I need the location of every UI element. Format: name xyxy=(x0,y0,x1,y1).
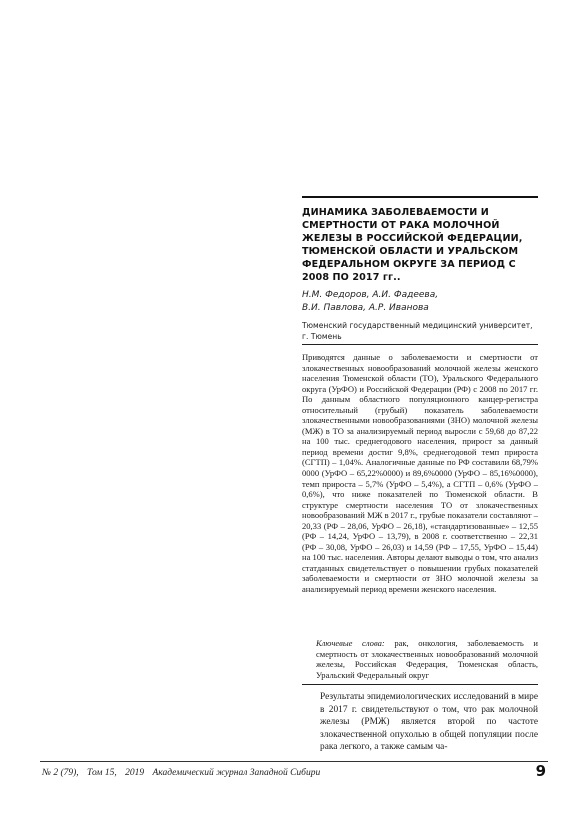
keywords xyxy=(302,638,538,680)
article-title: ДИНАМИКА ЗАБОЛЕВАЕМОСТИ И СМЕРТНОСТИ ОТ РАКА МОЛОЧНОЙ ЖЕЛЕЗЫ В РОССИЙСКОЙ ФЕДЕРАЦИИ, ТЮМЕНСКОЙ ОБЛАСТИ И УРАЛЬСКОМ ФЕДЕРАЛЬНОМ ОКРУГЕ ЗА ПЕРИОД С 2008 ПО 2017 гг.. xyxy=(302,207,523,283)
abstract-top-rule xyxy=(302,344,538,345)
title-top-rule xyxy=(302,196,538,198)
footer-journal: Академический журнал Западной Сибири xyxy=(152,768,321,778)
affiliation-line-1: Тюменский государственный медицинский университет, xyxy=(302,321,533,330)
page-number: 9 xyxy=(535,762,546,780)
footer-volume: Том 15, xyxy=(87,768,117,778)
body-text xyxy=(302,691,538,754)
footer-issue: № 2 (79), xyxy=(42,768,79,778)
affiliation-line-2: г. Тюмень xyxy=(302,332,342,341)
footer xyxy=(42,768,326,778)
abstract xyxy=(302,352,538,595)
affiliation xyxy=(302,320,538,342)
abstract-bottom-rule xyxy=(302,684,538,685)
abstract-text: Приводятся данные о заболеваемости и смертности от злокачественных новообразований молочной железы женского населения Тюменской области (ТО), Уральского Федерального округа (УрФО) и Российской Федерации (РФ) с 2008 по 2017 гг. По данным областного популяционного канцер-регистра относительный (грубый) показатель заболеваемости злокачественными новообразованиями (ЗНО) молочной железы (МЖ) в ТО за анализируемый период выросли с 59,68 до 87,22 на 100 тыс. среднегодового населения, прирост за данный период времени достиг 9,8%, среднегодовой темп прироста (СГТП) – 1,04%. Аналогичные данные по РФ составили 68,79% 0000 (УрФО – 65,22%0000) и 89,6%0000 (УрФО – 85,16%0000), темп прироста – 5,7% (УрФО – 5,4%), а СГТП – 0,6% (УрФО – 0,6%), что ниже показателей по Тюменской области. В структуре смертности населения ТО от злокачественных новообразований МЖ в 2017 г., грубые показатели составляют – 20,33 (РФ – 28,06, УрФО – 26,18), «стандартизованные» – 12,55 (РФ – 14,24, УрФО – 13,79), в 2008 г. соответственно – 22,31 (РФ – 30,08, УрФО – 26,03) и 14,59 (РФ – 17,55, УрФО – 15,44) на 100 тыс. населения. Авторы делают выводы о том, что анализ статданных свидетельствует о повышении грубых показателей заболеваемости и смертности от ЗНО молочной железы за анализируемый период времени женского населения. xyxy=(302,352,538,595)
authors-line-2: В.И. Павлова, А.Р. Иванова xyxy=(302,303,429,313)
keywords-text: рак, онкология, заболеваемость и смертность от злокачественных новообразований молочной железы, Российская Федерация, Тюменская область, Уральский Федеральный округ xyxy=(316,638,538,680)
footer-rule xyxy=(40,761,548,762)
keywords-label: Ключевые слова: xyxy=(316,638,385,648)
authors-line-1: Н.М. Федоров, А.И. Фадеева, xyxy=(302,290,439,300)
footer-year: 2019 xyxy=(125,768,145,778)
body-paragraph: Результаты эпидемиологических исследований в мире в 2017 г. свидетельствуют о том, что рак молочной железы (РМЖ) является второй по частоте злокачественной опухолью в общей популяции после рака легкого, а также самым ча- xyxy=(320,692,538,752)
authors xyxy=(302,289,538,315)
